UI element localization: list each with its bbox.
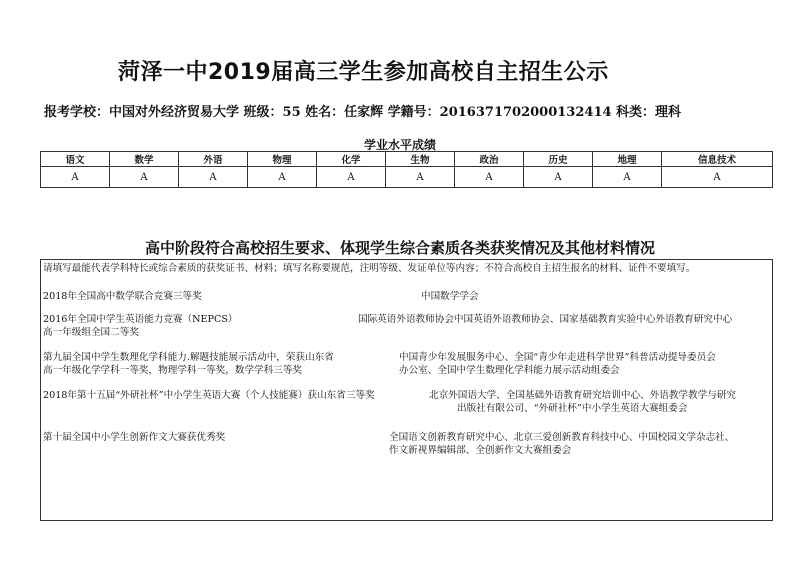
grade-cell: A	[110, 167, 179, 188]
award-issuer	[358, 313, 732, 326]
award-item	[43, 431, 225, 444]
subject-header: 化学	[317, 152, 386, 167]
award-item	[43, 290, 202, 303]
award-text: 2016年全国中学生英语能力竞赛（NEPCS）	[43, 314, 238, 325]
grade-cell: A	[662, 167, 773, 188]
subject-header: 生物	[386, 152, 455, 167]
subject-header: 语文	[41, 152, 110, 167]
grade-cell: A	[593, 167, 662, 188]
award-issuer	[389, 431, 734, 457]
grade-cell: A	[524, 167, 593, 188]
award-issuer	[399, 351, 716, 377]
subject-header: 外语	[179, 152, 248, 167]
subject-header: 历史	[524, 152, 593, 167]
grade-cell: A	[317, 167, 386, 188]
issuer-text: 出版社有限公司、“外研社杯”中小学生英语大赛组委会	[457, 403, 688, 414]
grade-cell: A	[179, 167, 248, 188]
award-item	[43, 313, 238, 339]
issuer-text: 中国数学学会	[421, 291, 479, 302]
grade-cell: A	[248, 167, 317, 188]
subject-header: 物理	[248, 152, 317, 167]
grade-cell: A	[455, 167, 524, 188]
awards-box	[40, 259, 773, 521]
grades-table	[40, 151, 773, 188]
issuer-text: 中国青少年发展服务中心、全国“青少年走进科学世界”科普活动提导委员会	[399, 352, 716, 363]
award-item	[43, 351, 334, 377]
issuer-text: 国际英语外语教师协会中国英语外语教师协会、国家基础教育实验中心外语教育研究中心	[358, 314, 733, 325]
issuer-text: 作文新视界编辑部、全创新作文大赛组委会	[389, 445, 572, 456]
award-text: 第十届全国中小学生创新作文大赛获优秀奖	[43, 432, 226, 443]
award-text: 2018年全国高中数学联合竞赛三等奖	[43, 291, 202, 302]
grade-cell: A	[41, 167, 110, 188]
award-text: 2018年第十五届“外研社杯”中小学生英语大赛（个人技能赛）获山东省三等奖	[43, 390, 375, 401]
page-title: 菏泽一中2019届高三学生参加高校自主招生公示	[118, 60, 609, 85]
award-issuer	[429, 389, 736, 415]
grade-cell: A	[386, 167, 455, 188]
issuer-text: 办公室、全国中学生数理化学科能力展示活动组委会	[399, 365, 620, 376]
grades-section-title: 学业水平成绩	[363, 138, 436, 152]
award-text: 高一年级化学学科一等奖，物理学科一等奖，数学学科三等奖	[43, 365, 303, 376]
award-issuer	[421, 290, 479, 303]
grades-header-row	[41, 152, 773, 167]
subject-header: 政治	[455, 152, 524, 167]
award-text: 高一年级组全国二等奖	[43, 327, 139, 338]
subject-header: 信息技术	[662, 152, 773, 167]
award-item	[43, 389, 375, 402]
issuer-text: 北京外国语大学、全国基础外语教育研究培训中心、外语教学教学与研究	[429, 390, 736, 401]
award-text: 第九届全国中学生数理化学科能力.解题技能展示活动中，荣获山东省	[43, 352, 334, 363]
awards-section-title: 高中阶段符合高校招生要求、体现学生综合素质各类获奖情况及其他材料情况	[144, 239, 655, 257]
student-info-line: 报考学校：中国对外经济贸易大学 班级：55 姓名：任家辉 学籍号：2016371702000132414 科类：理科	[44, 105, 682, 120]
subject-header: 地理	[593, 152, 662, 167]
awards-instruction-note: 请填写最能代表学科特长或综合素质的获奖证书、材料；填写名称要规范，注明等级、发证单位等内容；不符合高校自主招生报名的材料、证件不要填写。	[43, 263, 696, 274]
issuer-text: 全国语文创新教育研究中心、北京三爱创新教育科技中心、中国校园文学杂志社、	[389, 432, 735, 443]
grades-value-row	[41, 167, 773, 188]
subject-header: 数学	[110, 152, 179, 167]
